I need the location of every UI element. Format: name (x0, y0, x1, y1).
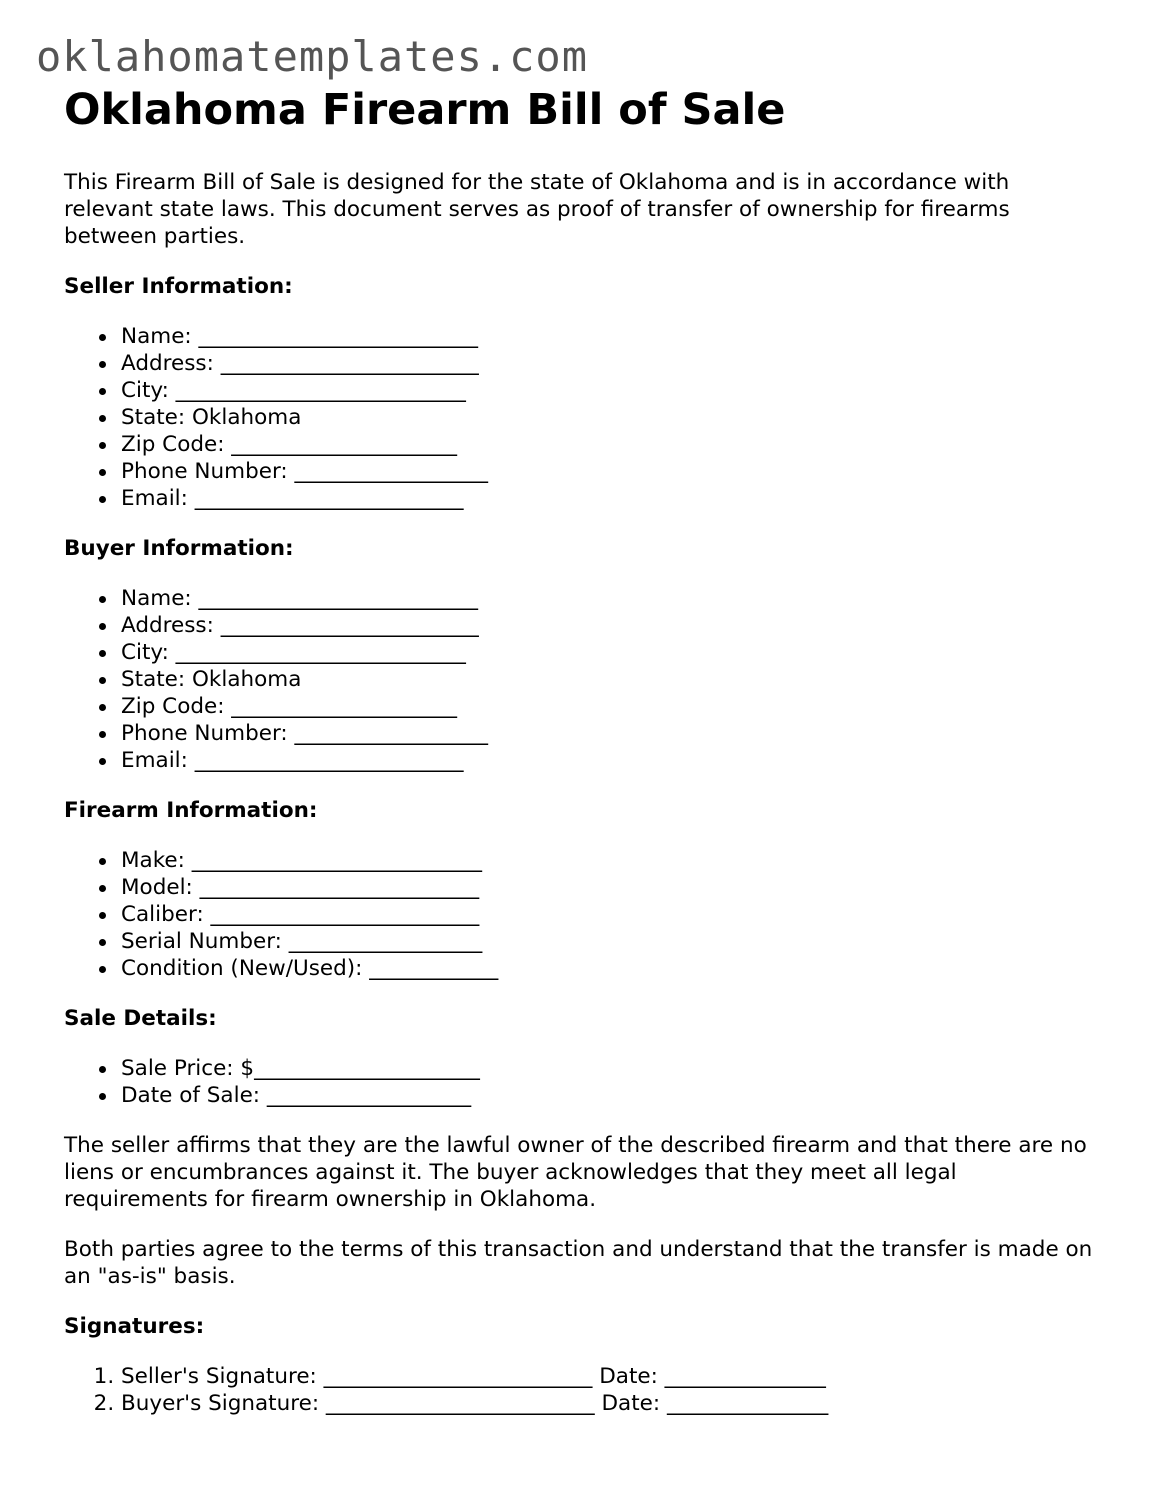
buyer-email-field: Email: _________________________ (121, 747, 1104, 774)
seller-signature-line: 1. Seller's Signature: _________________________ Date: _______________ (121, 1363, 1104, 1390)
signatures-heading: Signatures: (64, 1314, 205, 1339)
firearm-condition-field: Condition (New/Used): ____________ (121, 955, 1104, 982)
seller-city-field: City: ___________________________ (121, 377, 1104, 404)
sale-heading: Sale Details: (64, 1006, 217, 1031)
buyer-state-field: State: Oklahoma (121, 666, 1104, 693)
buyer-name-field: Name: __________________________ (121, 585, 1104, 612)
document-title: Oklahoma Firearm Bill of Sale (64, 85, 786, 135)
firearm-caliber-field: Caliber: _________________________ (121, 901, 1104, 928)
sale-list (64, 1055, 1104, 1109)
buyer-zip-field: Zip Code: _____________________ (121, 693, 1104, 720)
seller-address-field: Address: ________________________ (121, 350, 1104, 377)
seller-zip-field: Zip Code: _____________________ (121, 431, 1104, 458)
firearm-heading: Firearm Information: (64, 798, 318, 823)
intro-paragraph: This Firearm Bill of Sale is designed for the state of Oklahoma and is in accordance with relevant state laws. This document serves as proof of transfer of ownership for firearms between parties. (64, 170, 1010, 249)
firearm-make-field: Make: ___________________________ (121, 847, 1104, 874)
watermark: oklahomatemplates.com (36, 32, 589, 81)
affirmation-paragraph: The seller affirms that they are the lawful owner of the described firearm and that there are no liens or encumbrances against it. The buyer acknowledges that they meet all legal requirements for firearm ownership in Oklahoma. (64, 1133, 1087, 1212)
document-page (64, 84, 1104, 1417)
buyer-address-field: Address: ________________________ (121, 612, 1104, 639)
buyer-heading: Buyer Information: (64, 536, 294, 561)
buyer-city-field: City: ___________________________ (121, 639, 1104, 666)
seller-state-field: State: Oklahoma (121, 404, 1104, 431)
buyer-list (64, 585, 1104, 774)
buyer-phone-field: Phone Number: __________________ (121, 720, 1104, 747)
seller-phone-field: Phone Number: __________________ (121, 458, 1104, 485)
seller-name-field: Name: __________________________ (121, 323, 1104, 350)
agreement-paragraph: Both parties agree to the terms of this transaction and understand that the transfer is made on an "as-is" basis. (64, 1237, 1093, 1289)
firearm-model-field: Model: __________________________ (121, 874, 1104, 901)
seller-email-field: Email: _________________________ (121, 485, 1104, 512)
firearm-serial-field: Serial Number: __________________ (121, 928, 1104, 955)
signatures-list (64, 1363, 1104, 1417)
seller-list (64, 323, 1104, 512)
sale-date-field: Date of Sale: ___________________ (121, 1082, 1104, 1109)
buyer-signature-line: 2. Buyer's Signature: _________________________ Date: _______________ (121, 1390, 1104, 1417)
sale-price-field: Sale Price: $_____________________ (121, 1055, 1104, 1082)
firearm-list (64, 847, 1104, 982)
seller-heading: Seller Information: (64, 274, 293, 299)
